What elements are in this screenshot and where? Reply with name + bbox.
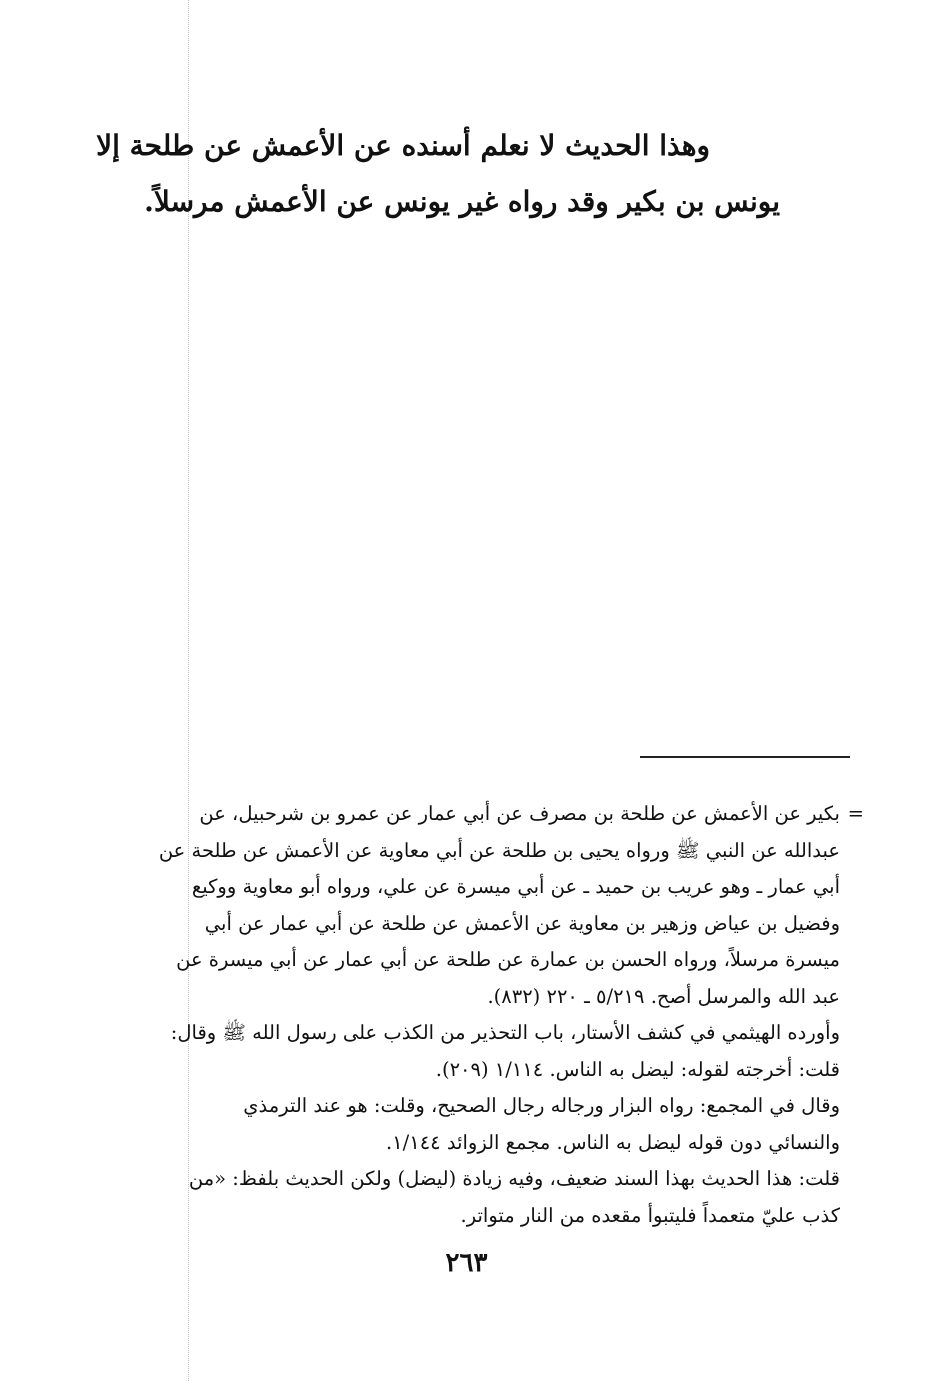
footnotes-block — [140, 796, 864, 1234]
footnote-line: ميسرة مرسلاً، ورواه الحسن بن عمارة عن طلحة عن أبي عمار عن أبي ميسرة عن — [176, 948, 840, 971]
footnote-line: وفضيل بن عياض وزهير بن معاوية عن الأعمش عن طلحة عن أبي عمار عن أبي — [204, 911, 840, 935]
footnote-continuation-marker: = — [847, 802, 864, 825]
footnote-separator — [640, 756, 850, 758]
footnote-line: بكير عن الأعمش عن طلحة بن مصرف عن أبي عمار عن عمرو بن شرحبيل، عن — [199, 802, 840, 825]
footnote-line: أبي عمار ـ وهو عريب بن حميد ـ عن أبي ميسرة عن علي، ورواه أبو معاوية ووكيع — [191, 875, 840, 898]
footnote-line: وقال في المجمع: رواه البزار ورجاله رجال الصحيح، وقلت: هو عند الترمذي — [243, 1094, 840, 1117]
main-text-line-2: يونس بن بكير وقد رواه غير يونس عن الأعمش مرسلاً. — [144, 185, 780, 218]
footnote-line: وأورده الهيثمي في كشف الأستار، باب التحذير من الكذب على رسول الله ﷺ وقال: — [170, 1021, 840, 1044]
page-number: ٢٦٣ — [445, 1248, 488, 1278]
footnote-line: قلت: أخرجته لقوله: ليضل به الناس. ١/١١٤ (٢٠٩). — [435, 1057, 840, 1081]
main-text-line-1: وهذا الحديث لا نعلم أسنده عن الأعمش عن طلحة إلا — [96, 129, 710, 162]
footnote-line: عبدالله عن النبي ﷺ ورواه يحيى بن طلحة عن أبي معاوية عن الأعمش عن طلحة عن — [158, 838, 840, 862]
footnote-line: عبد الله والمرسل أصح. ٥/٢١٩ ـ ٢٢٠ (٨٣٢). — [487, 984, 840, 1008]
main-text-block — [96, 118, 780, 230]
footnote-line: والنسائي دون قوله ليضل به الناس. مجمع الزوائد ١/١٤٤. — [385, 1130, 840, 1154]
footnote-line: قلت: هذا الحديث بهذا السند ضعيف، وفيه زيادة (ليضل) ولكن الحديث بلفظ: «من — [188, 1167, 840, 1190]
footnote-line: كذب عليّ متعمداً فليتبوأ مقعده من النار متواتر. — [460, 1203, 840, 1227]
